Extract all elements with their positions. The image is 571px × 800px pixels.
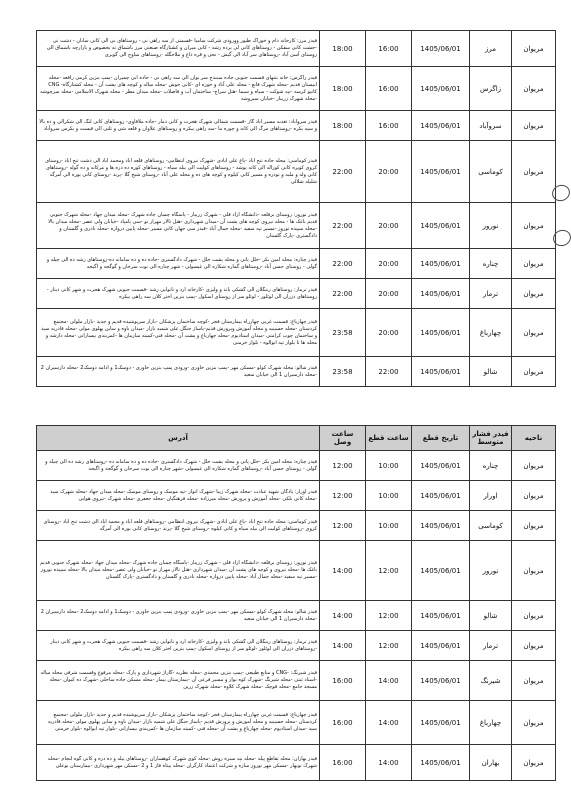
address-cell	[37, 309, 320, 357]
date-cell: 1405/06/01	[412, 511, 470, 541]
address-text: فیدر چناره: محله امین بکر -خلل پانی و محله پشت خلل - شهرک دادگستری -جاده ده و ده سامانه ده -روستاهای رشه ده الی چیله و گولی - روستای حسن آباد -روستاهای گماره شکاره الی غیسولی -شهر چناره الی نوت سرخان و گوگجه و اگیجه	[45, 458, 317, 472]
region-cell: مریوان	[512, 661, 556, 701]
table-row	[37, 31, 556, 67]
date-cell: 1405/06/01	[412, 451, 470, 481]
header-address: آدرس	[37, 426, 320, 451]
region-cell: مریوان	[512, 31, 556, 67]
region-cell: مریوان	[512, 67, 556, 111]
table-row	[37, 111, 556, 141]
table-row	[37, 309, 556, 357]
restore-time-cell: 16:00	[320, 745, 366, 781]
feeder-cell: بهاران	[470, 745, 512, 781]
table-row	[37, 601, 556, 631]
header-cut-time: ساعت قطع	[366, 426, 412, 451]
region-cell: مریوان	[512, 541, 556, 601]
feeder-cell: شیرنگ	[470, 661, 512, 701]
address-cell	[37, 511, 320, 541]
region-cell: مریوان	[512, 701, 556, 745]
address-cell	[37, 601, 320, 631]
header-date: تاریخ قطع	[412, 426, 470, 451]
region-cell: مریوان	[512, 111, 556, 141]
address-cell	[37, 745, 320, 781]
feeder-cell: نورور	[470, 541, 512, 601]
date-cell: 1405/06/01	[412, 745, 470, 781]
restore-time-cell: 12:00	[320, 511, 366, 541]
feeder-cell: شالو	[470, 601, 512, 631]
cut-time-cell: 20:00	[366, 203, 412, 249]
feeder-cell: چهارباغ	[470, 701, 512, 745]
region-cell: مریوان	[512, 249, 556, 279]
cut-time-cell: 22:00	[366, 357, 412, 387]
region-cell: مریوان	[512, 451, 556, 481]
page-gap	[0, 402, 571, 424]
cut-time-cell: 14:00	[366, 745, 412, 781]
cut-time-cell: 10:00	[366, 451, 412, 481]
address-cell	[37, 67, 320, 111]
address-text: فیدر کوماسی: محله جاده تنج آباد -پاغ علی آبادی -شهرک نیروی انتظامی- روستاهای قلعه آباد ومحمد آباد الی دشت تنج آباد -روستای کروی کوپره کانی کوراله الی کانه بوشه - روستاهای کولیت الی بیله سیاه - روستاهای کوره ده دره ها و مرکانه و ده گوله -روستاهای کانی وله و ملبه و نودره و مسیر کانی کیلوه و کوچه های ده و محله علی آباد -روستای شیخ گلا -پرند -روستای کانی بوره الی آمرگه شلیله شلالی	[45, 157, 317, 185]
address-text: فیدر ترمار: روستاهای ربنگلان الی گشکی باند و ولیزی -کارخانه آرد و نانوایی رشد -قسمت جنوبی شهرک هجرت و شهر کانی دینار - روستاهای دزران الی لوئلور - لوئلو سر از روستای اسکول -پمپ بنزین اختر کلان سه راهی بیکره	[46, 286, 317, 300]
region-cell: مریوان	[512, 309, 556, 357]
restore-time-cell: 14:00	[320, 541, 366, 601]
cut-time-cell: 20:00	[366, 279, 412, 309]
address-text: فیدر اورار: پادگان شهید عبادت -محله شهرک زیبا -شهرک انوار -تپه موسک و روستای موسک -محله میدان جهاد -محله شهرک سید -محله کانی بلکی -محله آموزش و پرورش -محله میرزاده -محله فرهنگیان -محله جعفری -محله شهرک -نیروی هوایی	[50, 488, 317, 502]
address-text: فیدر چهارباغ: قسمت غربی چهارراه بیمارستان فجر -کوچه ساختمان پزشکان -بازار سرپوشیده قدیم و جدید -بازار ملولی -مجتمع کردستان -محله حسینیه و محله آموزش وپرورش قدیم-پاساژ جنگل علی شمیه بازار -میدان باوه و ساین پهلوی مولی -محله قادریه سید و ساختمان چوب کرامتی -میدان استادیوم -محله چهارباغ و پشت آن -محله فنی-کمیته سازمان ها -کمربندی بیسارانی -محله دارشه و محله ها تا بلوار تپه ابوالوه - بلوار خرمنی	[41, 318, 317, 346]
region-cell: مریوان	[512, 745, 556, 781]
date-cell: 1405/06/01	[412, 309, 470, 357]
table-row	[37, 279, 556, 309]
restore-time-cell: 14:00	[320, 631, 366, 661]
table-row	[37, 511, 556, 541]
restore-time-cell: 16:00	[320, 661, 366, 701]
address-text: فیدر بهاران: محله تقاطع پیله -محله تپه سبزه روش -محله کوی شهرک کوهساران -روستاهای پیله و ده دره و کانی گوه لنجام -محله شهرک نوبهار -مسکن مهر نوروز سازه و شرکت اعتماد کارگران -محله پیتاه فاز 1 و 2 -مسکن مهر شهرداری -بیمارستان بوعلی	[47, 755, 317, 769]
date-cell: 1405/06/01	[412, 541, 470, 601]
feeder-cell: کوماسی	[470, 141, 512, 203]
restore-time-cell: 22:00	[320, 249, 366, 279]
region-cell: مریوان	[512, 511, 556, 541]
region-cell: مریوان	[512, 203, 556, 249]
restore-time-cell: 22:00	[320, 141, 366, 203]
restore-time-cell: 23:58	[320, 357, 366, 387]
region-cell: مریوان	[512, 631, 556, 661]
table-row	[37, 745, 556, 781]
table-row	[37, 249, 556, 279]
feeder-cell: چناره	[470, 451, 512, 481]
header-feeder: فیدر فشار متوسط	[470, 426, 512, 451]
restore-time-cell: 18:00	[320, 31, 366, 67]
address-cell	[37, 701, 320, 745]
cut-time-cell: 10:00	[366, 481, 412, 511]
restore-time-cell: 12:00	[320, 481, 366, 511]
address-text: فیدر چناره: محله امین بکر -خلل پانی و محله پشت خلل - شهرک دادگستری -جاده ده و ده سامانه ده-روستاهای رشه ده الی چیله و گولی - روستای حسن آباد -روستاهای گماره شکاره الی غیسولی - شهر چناره الی نوت سرخان و گوگجه و اگیجه	[46, 256, 317, 270]
cut-time-cell: 20:00	[366, 309, 412, 357]
address-cell	[37, 31, 320, 67]
region-cell: مریوان	[512, 141, 556, 203]
address-text: فیدر ترمار: روستاهای ربنگلان الی گشکی باند و ولیزی -کارخانه آرد و نانوایی رشد -قسمت جنوبی شهرک هجرت و شهر کانی دینار -روستاهای دزران الی لوئلور -لوئلو سر از روستای اسکول -پمپ بنزین اختر کلان سه راهی بیکره	[50, 638, 317, 652]
address-cell	[37, 203, 320, 249]
address-text: فیدر چهارباغ: قسمت غربی چهارراه بیمارستان فجر -کوچه ساختمان پزشکان -بازار سرپوشیده قدیم و جدید -بازار ملولی -مجتمع کردستان -محله حسینیه و محله آموزش و پرورش قدیم -پاساژ جنگل علی شمیه بازار -میدان باوه و ساین پهلوی مولی -محله قادریه سید -میدان استادیوم -محله چهارباغ و پشت آن -محله فنی -کمیته سازمان ها -کمربندی بیسارانی -بلوار تپه ابوالوه -بلوار خرمنی	[47, 712, 317, 732]
cut-time-cell: 14:00	[366, 701, 412, 745]
restore-time-cell: 16:00	[320, 701, 366, 745]
feeder-cell: نورور	[470, 203, 512, 249]
restore-time-cell: 23:58	[320, 309, 366, 357]
cut-time-cell: 20:00	[366, 249, 412, 279]
restore-time-cell: 14:00	[320, 601, 366, 631]
address-cell	[37, 357, 320, 387]
cut-time-cell: 12:00	[366, 631, 412, 661]
date-cell: 1405/06/01	[412, 111, 470, 141]
address-text: فیدر کوماسی: محله جاده تنج آباد -پاغ علی آبادی -شهرک نیروی انتظامی -روستاهای قلعه آباد و محمد آباد الی دشت تنج آباد -روستای کروی -روستاهای کولیت الی بیله سیاه و کانی کیلوه -روستای شیخ گلا -پرند -روستای کانی بوره الی آمرگه	[43, 518, 317, 532]
restore-time-cell: 18:00	[320, 111, 366, 141]
feeder-cell: چهارباغ	[470, 309, 512, 357]
cut-time-cell: 20:00	[366, 141, 412, 203]
feeder-cell: چناره	[470, 249, 512, 279]
feeder-cell: شالو	[470, 357, 512, 387]
header-region: ناحیه	[512, 426, 556, 451]
date-cell: 1405/06/01	[412, 279, 470, 309]
date-cell: 1405/06/01	[412, 631, 470, 661]
address-text: فیدر شالو: محله شهرک کولو -مسکن مهر -پمپ بنزین خاوری -ورودی پمپ بنزین خاوری - دوسک1 و ادامه دوسک2 -محله دارسیران 2 -محله دارسیران 1 الی خیابان سعید	[40, 364, 317, 378]
date-cell: 1405/06/01	[412, 661, 470, 701]
date-cell: 1405/06/01	[412, 31, 470, 67]
feeder-cell: زاگرس	[470, 67, 512, 111]
feeder-cell: مرز	[470, 31, 512, 67]
table-row	[37, 67, 556, 111]
address-text: فیدر شیرنگ: -CNG و منابع طبیعی -پمپ بنزین محمدی -محله نظریه -گاراژ شهرداری و پارک -محله مرفوع وقسمت شرقی محله میاله -اسناد ثبتی -محله شیرنگ -شهرک کوه نوار و مسیر فرعی آن -بیمارستان بیمار -محله مسکن جاده ساحلی -شهرک ده کیوان -محله مسجد جامع -محله قوچک -محله شهرک کلاوه -محله شهرک زرین	[40, 670, 317, 690]
restore-time-cell: 22:00	[320, 279, 366, 309]
date-cell: 1405/06/01	[412, 601, 470, 631]
table-header-row	[37, 426, 556, 451]
cut-time-cell: 16:00	[366, 67, 412, 111]
address-text: فیدر شالو: محله شهرک کولو -مسکن مهر -پمپ بنزین خاوری -ورودی پمپ بنزین خاوری - دوسک1 و ادامه دوسک2 -محله دارسیران 2 -محله دارسیران 1 الی خیابان سعید	[40, 608, 317, 622]
address-text: فیدر زاگرس: خانه بتنهای قسمت جنوبی جاده سنندج سر بوان الی سه راهی نی - جاده ابی چمیران -پمپ بنزین کرمی رافعه -محله ابیستان قدیم -محله شهرک قانع - محله علی آباد و حوزه ای -کانی خوش -محله میاله و کوچه های پشت آن - محله کشتارگاه- CNG کانیو کرسه -تپه شوکت - سیاه و سیما -هتل سراج- ساختمان آب و فاضلاب -محله میدان مطر - محله شهرک الاسلامی -محله سرچوشه -محله شهرک زریبار -خیابان سیروشه	[40, 74, 317, 102]
cut-time-cell: 12:00	[366, 601, 412, 631]
table-row	[37, 481, 556, 511]
address-text: فیدر نورور: روستای برقلعه -دانشگاه آزاد قلی - شهرک زریبار - پاسگاه چمبان جاده شهرک -محله میدان جهاد -محله شهرک جنوبی قدیم باغک ها - محله نیروی کوچه های پشت آن -میدان شهرداری -هتل تالار مهراز نو -سی پامپاد -خیابان ولی عصر -محله میدان بالا -محله سپیده نوروز -مسیر تپه سفید -محله جمال آباد -فیدر سی جهان کانی مسیر -محله پایین دروازه -محله نادری و گلستان و دادگستری -پارک گلستان	[48, 211, 317, 239]
region-cell: مریوان	[512, 279, 556, 309]
date-cell: 1405/06/01	[412, 141, 470, 203]
table-row	[37, 541, 556, 601]
region-cell: مریوان	[512, 357, 556, 387]
cut-time-cell: 14:00	[366, 661, 412, 701]
table-row	[37, 203, 556, 249]
cut-time-cell: 16:00	[366, 31, 412, 67]
restore-time-cell: 12:00	[320, 451, 366, 481]
date-cell: 1405/06/01	[412, 481, 470, 511]
date-cell: 1405/06/01	[412, 67, 470, 111]
bottom-outage-table	[36, 425, 556, 781]
address-cell	[37, 111, 320, 141]
feeder-cell: ترمار	[470, 279, 512, 309]
feeder-cell: اورار	[470, 481, 512, 511]
date-cell: 1405/06/01	[412, 357, 470, 387]
header-restore-time: ساعت وصل	[320, 426, 366, 451]
cut-time-cell: 10:00	[366, 511, 412, 541]
cut-time-cell: 12:00	[366, 541, 412, 601]
region-cell: مریوان	[512, 601, 556, 631]
date-cell: 1405/06/01	[412, 249, 470, 279]
address-cell	[37, 481, 320, 511]
date-cell: 1405/06/01	[412, 701, 470, 745]
address-cell	[37, 541, 320, 601]
address-cell	[37, 631, 320, 661]
region-cell: مریوان	[512, 481, 556, 511]
date-cell: 1405/06/01	[412, 203, 470, 249]
address-cell	[37, 661, 320, 701]
table-row	[37, 631, 556, 661]
table-row	[37, 701, 556, 745]
feeder-cell: کوماسی	[470, 511, 512, 541]
address-text: فیدر مرز: کارخانه دام و خوراک طیور وورودی شرکت سامیا -قسمتی از سه راهی نی - روستاهای نی الی کانی سانان - دشت نی -حشت کانی سفکن - روستاهای کانی لی برده رشه - کانی میران و کشتارگاه صنعتی مرز باشماق نه بخصوص و بازارچه باشماق الی روستای آسن آباد -روستاهای سر آباد الی گیش - نجی و قره داغ و ملاجگله -روستاهای ساوج الی گوبری	[46, 38, 317, 58]
address-text: فیدر نورور: روستای برقلعه -دانشگاه آزاد قلی - شهرک زریبار -پاسگاه چمبان جاده شهرک -محله میدان جهاد -محله شهرک جنوبی قدیم باغک ها -محله نیروی و کوچه های پشت آن -میدان شهرداری -هتل تالار مهراز نو -خیابان ولی عصر -محله میدان بالا -محله سپیده نوروز -مسیر تپه سفید -محله جمال آباد -محله پایین دروازه -محله نادری و گلستان و دادگستری -پارک گلستان	[40, 560, 317, 580]
table-row	[37, 141, 556, 203]
top-outage-table	[36, 30, 556, 387]
address-cell	[37, 249, 320, 279]
table-row	[37, 451, 556, 481]
address-cell	[37, 279, 320, 309]
address-cell	[37, 141, 320, 203]
address-text: فیدر سروآباد: تغذیه مسیر آباد گاز -قسمت شمالی شهرک هجرت و کانی ذمار -جاده ملاقاوی- روستاهای کانی لنگ الی شکرالی و ده بالا و سپه بکره -روستاهای مرگ الی کانه و چوره ما -سه راهی بیکره و روستاهای علاوان و قلعه شی و تلنی الی قیست و بکرس سروآباد	[39, 118, 317, 132]
feeder-cell: ترمار	[470, 631, 512, 661]
table-row	[37, 661, 556, 701]
restore-time-cell: 18:00	[320, 67, 366, 111]
feeder-cell: سروآباد	[470, 111, 512, 141]
address-cell	[37, 451, 320, 481]
cut-time-cell: 16:00	[366, 111, 412, 141]
restore-time-cell: 22:00	[320, 203, 366, 249]
table-row	[37, 357, 556, 387]
